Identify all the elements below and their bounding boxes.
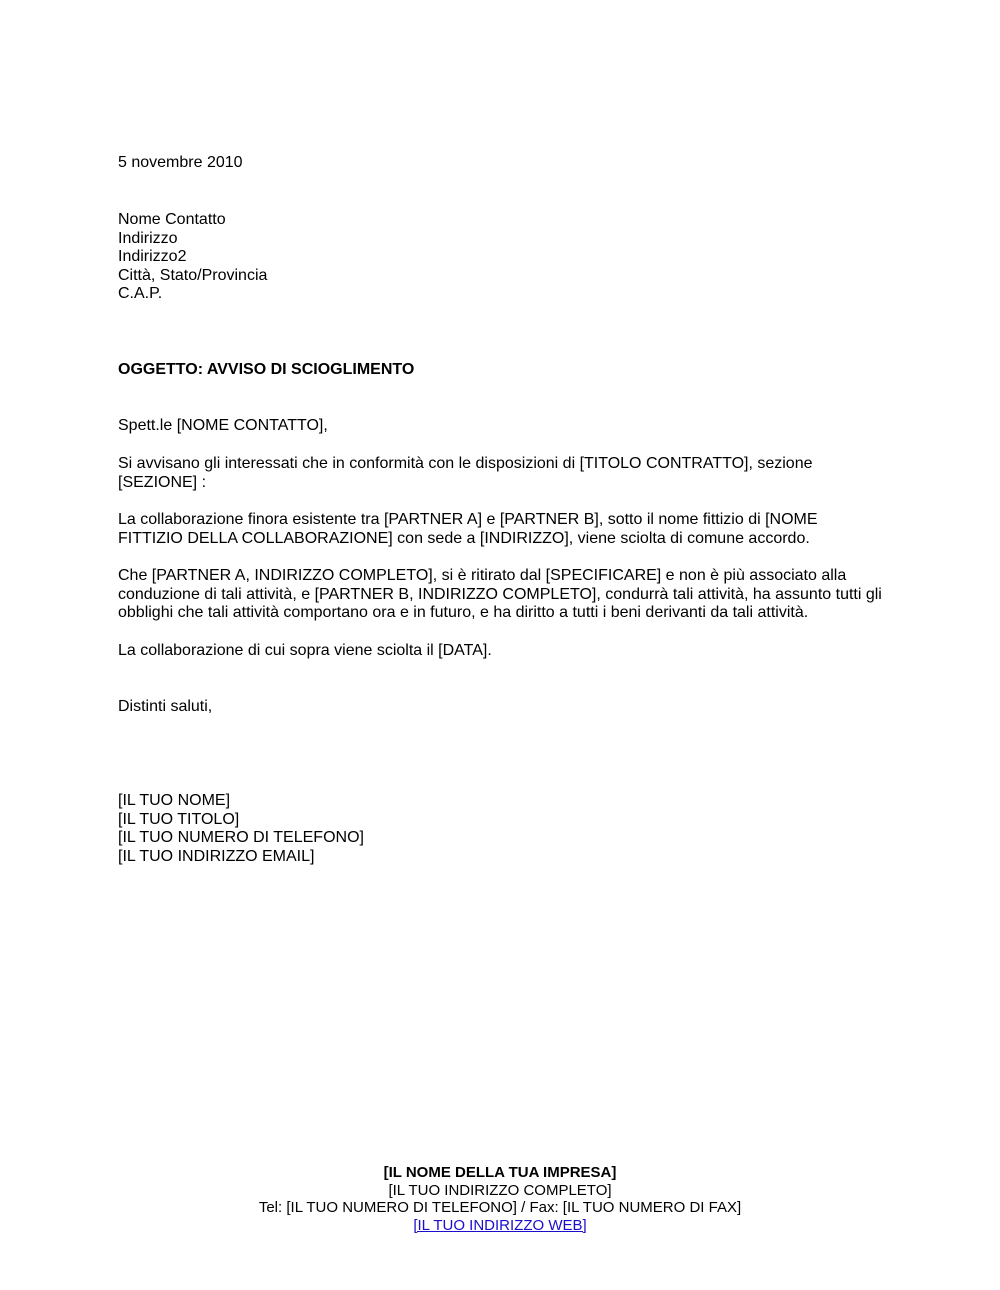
letter-subject: OGGETTO: AVVISO DI SCIOGLIMENTO xyxy=(118,361,415,378)
footer-contacts: Tel: [IL TUO NUMERO DI TELEFONO] / Fax: [IL TUO NUMERO DI FAX] xyxy=(258,1199,742,1216)
letter-date xyxy=(118,154,898,173)
footer-company: [IL NOME DELLA TUA IMPRESA] xyxy=(383,1164,617,1181)
body-paragraph-3: Che [PARTNER A, INDIRIZZO COMPLETO], si è ritirato dal [SPECIFICARE] e non è più associato alla conduzione di tali attività, e [PARTNER B, INDIRIZZO COMPLETO], condurrà tali attività, ha assunto tutti gli obblighi che tali attività comportano ora e in futuro, e ha diritto a tutti i beni derivanti da tali attività. xyxy=(118,567,882,621)
recipient-address-line-1: Indirizzo xyxy=(118,229,178,247)
recipient-city-state: Città, Stato/Provincia xyxy=(118,266,268,284)
footer-web-link[interactable]: [IL TUO INDIRIZZO WEB] xyxy=(413,1216,587,1234)
signature-name: [IL TUO NOME] xyxy=(118,792,231,809)
letter-footer xyxy=(0,1164,1000,1234)
signature-title: [IL TUO TITOLO] xyxy=(118,810,240,828)
footer-address: [IL TUO INDIRIZZO COMPLETO] xyxy=(388,1181,612,1199)
recipient-address xyxy=(118,211,898,304)
signature-email: [IL TUO INDIRIZZO EMAIL] xyxy=(118,847,315,865)
recipient-address-line-2: Indirizzo2 xyxy=(118,248,187,265)
body-paragraph-2: La collaborazione finora esistente tra [PARTNER A] e [PARTNER B], sotto il nome fittizio di [NOME FITTIZIO DELLA COLLABORAZIONE] con sede a [INDIRIZZO], viene sciolta di comune accordo. xyxy=(118,511,818,547)
signature-phone: [IL TUO NUMERO DI TELEFONO] xyxy=(118,829,364,846)
recipient-name: Nome Contatto xyxy=(118,211,226,228)
date-text: 5 novembre 2010 xyxy=(118,154,243,171)
body-paragraph-1: Si avvisano gli interessati che in conformità con le disposizioni di [TITOLO CONTRATTO], sezione [SEZIONE] : xyxy=(118,455,813,491)
letter-closing: Distinti saluti, xyxy=(118,698,213,715)
body-paragraph-4: La collaborazione di cui sopra viene sciolta il [DATA]. xyxy=(118,642,492,659)
signature-block xyxy=(118,792,898,866)
letter-salutation: Spett.le [NOME CONTATTO], xyxy=(118,417,328,434)
recipient-zip: C.A.P. xyxy=(118,285,163,302)
